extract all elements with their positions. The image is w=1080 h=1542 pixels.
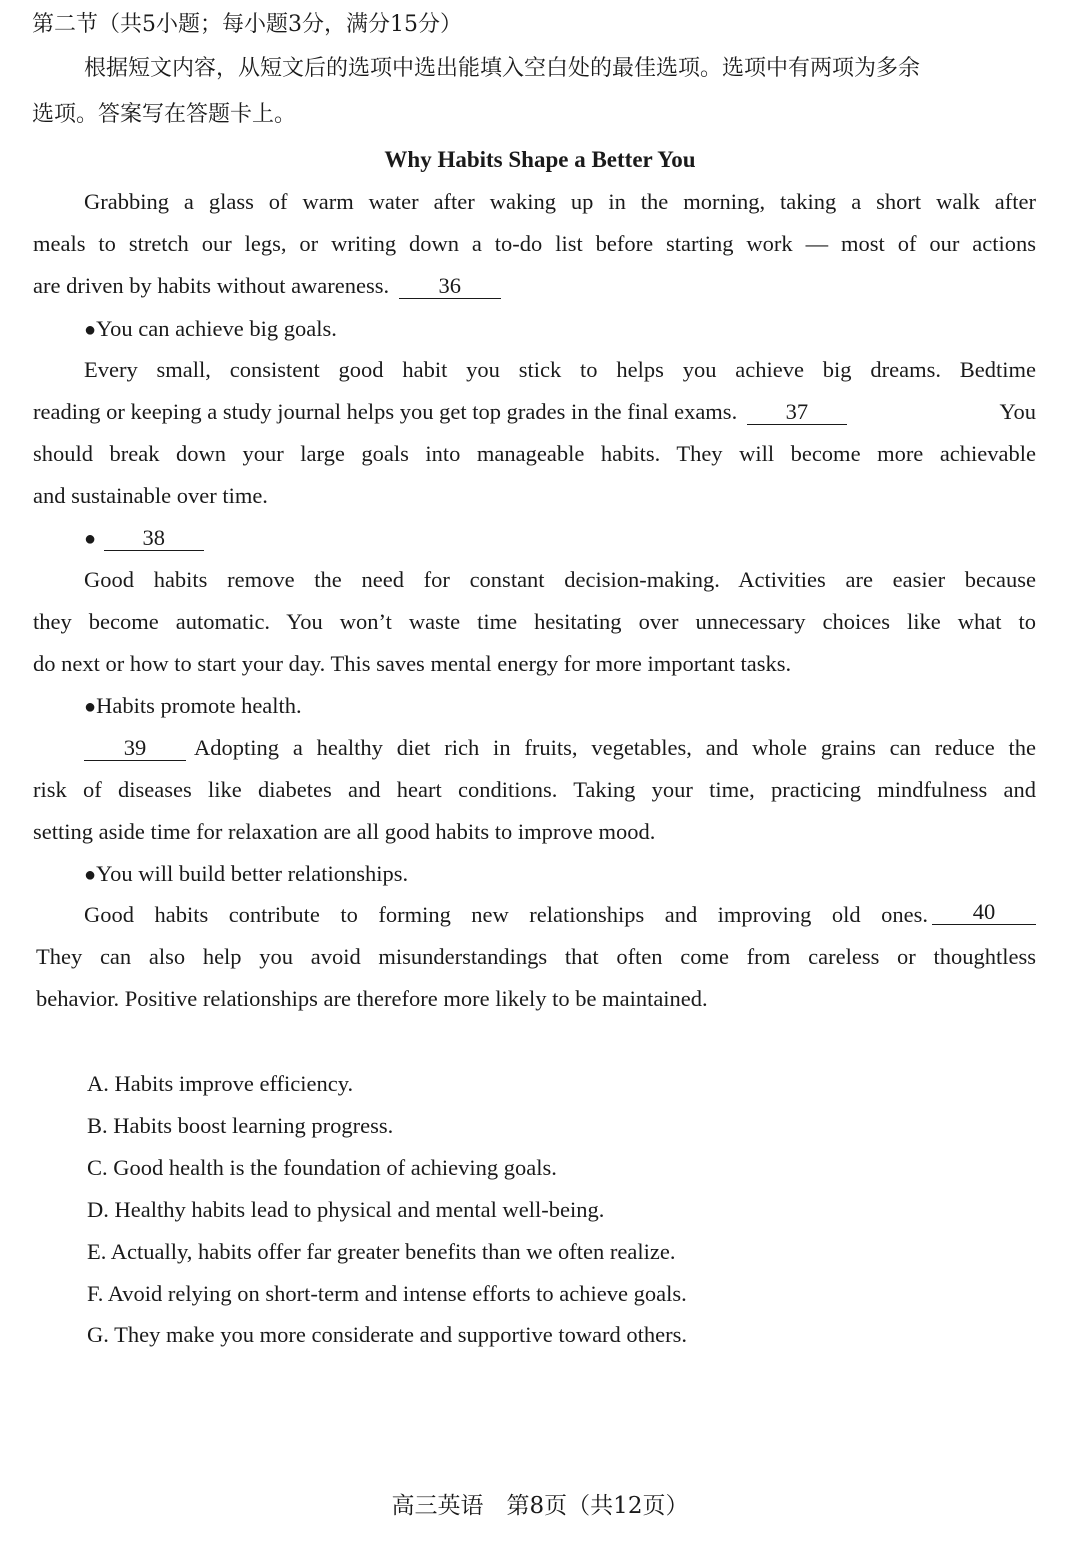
- bullet-4-text: You will build better relationships.: [96, 861, 409, 886]
- p2-line-2: [33, 397, 1036, 427]
- page-footer: 高三英语 第8页（共12页）: [391, 1493, 689, 1519]
- bullet-dot-icon: ●: [84, 319, 97, 341]
- p2-line-2-text: reading or keeping a study journal helps you get top grades in the final exams.: [33, 399, 738, 424]
- p5-line-1-text: Good habits contribute to forming new relationships and improving old ones.: [84, 902, 928, 927]
- blank-36[interactable]: 36: [399, 274, 501, 299]
- p2-line-2-tail: You: [999, 399, 1036, 424]
- option-f: F. Avoid relying on short-term and intense efforts to achieve goals.: [87, 1281, 687, 1306]
- p5-line-3: behavior. Positive relationships are therefore more likely to be maintained.: [36, 986, 708, 1011]
- p1-line-3: [33, 271, 501, 301]
- blank-39[interactable]: 39: [84, 736, 186, 761]
- p4-line-3: setting aside time for relaxation are all good habits to improve mood.: [33, 819, 656, 844]
- article-title: Why Habits Shape a Better You: [384, 147, 696, 172]
- option-g: G. They make you more considerate and supportive toward others.: [87, 1322, 688, 1347]
- p4-line-2: risk of diseases like diabetes and heart conditions. Taking your time, practicing mindfulness and: [33, 777, 1036, 802]
- bullet-2: [84, 523, 204, 554]
- option-d: D. Healthy habits lead to physical and mental well-being.: [87, 1197, 605, 1222]
- p4-line-1: [84, 733, 1036, 763]
- p3-line-1: Good habits remove the need for constant decision-making. Activities are easier because: [84, 567, 1036, 592]
- p5-line-2: They can also help you avoid misunderstandings that often come from careless or thoughtless: [36, 944, 1036, 969]
- p2-line-4: and sustainable over time.: [33, 483, 268, 508]
- blank-40[interactable]: 40: [932, 900, 1036, 925]
- bullet-dot-icon: ●: [84, 864, 97, 886]
- p2-line-3: should break down your large goals into manageable habits. They will become more achievable: [33, 441, 1036, 466]
- p3-line-2: they become automatic. You won’t waste time hesitating over unnecessary choices like what to: [33, 609, 1036, 634]
- p1-line-2: meals to stretch our legs, or writing down a to-do list before starting work — most of our actions: [33, 231, 1036, 256]
- option-e: E. Actually, habits offer far greater benefits than we often realize.: [87, 1239, 676, 1264]
- instruction-line-2: 选项。答案写在答题卡上。: [32, 102, 297, 127]
- p1-line-3-text: are driven by habits without awareness.: [33, 273, 390, 298]
- section-heading: 第二节（共5小题；每小题3分，满分15分）: [32, 12, 462, 37]
- bullet-1-text: You can achieve big goals.: [96, 316, 337, 341]
- blank-37[interactable]: 37: [747, 400, 847, 425]
- option-c: C. Good health is the foundation of achieving goals.: [87, 1155, 557, 1180]
- option-b: B. Habits boost learning progress.: [87, 1113, 394, 1138]
- blank-38[interactable]: 38: [104, 526, 204, 551]
- p4-line-1-text: Adopting a healthy diet rich in fruits, vegetables, and whole grains can reduce the: [194, 735, 1036, 760]
- p1-line-1: Grabbing a glass of warm water after waking up in the morning, taking a short walk after: [84, 189, 1036, 214]
- bullet-dot-icon: ●: [84, 528, 97, 550]
- bullet-dot-icon: ●: [84, 696, 97, 718]
- bullet-1: [84, 314, 337, 345]
- p3-line-3: do next or how to start your day. This saves mental energy for more important tasks.: [33, 651, 792, 676]
- bullet-3-text: Habits promote health.: [96, 693, 302, 718]
- p2-line-1: Every small, consistent good habit you stick to helps you achieve big dreams. Bedtime: [84, 357, 1036, 382]
- option-a: A. Habits improve efficiency.: [87, 1071, 354, 1096]
- instruction-line-1: 根据短文内容，从短文后的选项中选出能填入空白处的最佳选项。选项中有两项为多余: [84, 56, 921, 81]
- bullet-4: [84, 859, 408, 890]
- bullet-3: [84, 691, 302, 722]
